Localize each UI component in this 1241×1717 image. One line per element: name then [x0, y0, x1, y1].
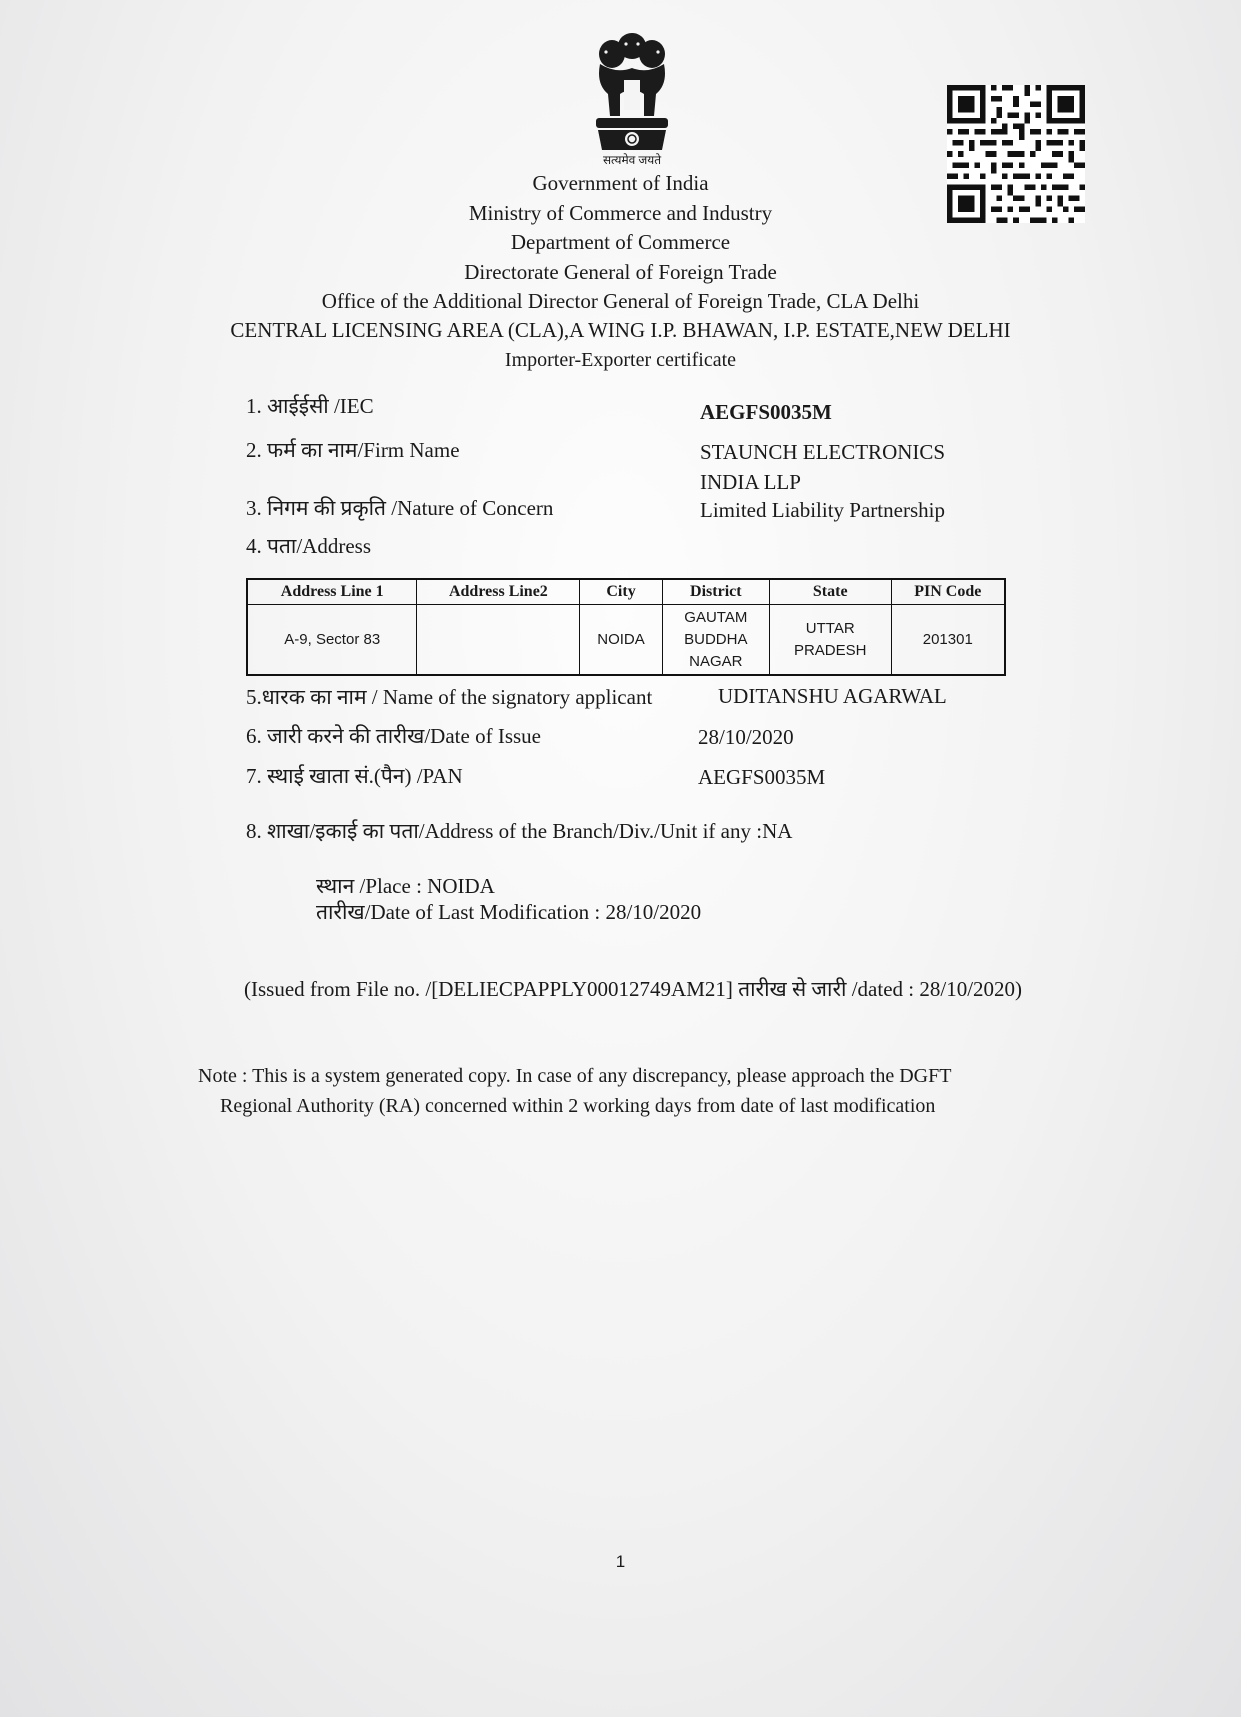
cell-address-line-1: A-9, Sector 83	[247, 605, 417, 676]
district-line: BUDDHA	[684, 630, 748, 648]
district-line: GAUTAM	[684, 608, 748, 626]
issued-from-line: (Issued from File no. /[DELIECPAPPLY00012749AM21] तारीख से जारी /dated : 28/10/2020)	[244, 977, 1023, 1001]
nature-of-concern-value: Limited Liability Partnership	[700, 498, 945, 522]
address-table	[246, 578, 1006, 676]
date-of-issue-label: 6. जारी करने की तारीख/Date of Issue	[246, 724, 541, 748]
table-row	[247, 605, 1005, 676]
state-line: PRADESH	[793, 641, 867, 659]
signatory-value: UDITANSHU AGARWAL	[718, 684, 947, 708]
header-district: District	[662, 579, 769, 605]
header-city: City	[580, 579, 662, 605]
header-address-line-1: Address Line 1	[247, 579, 417, 605]
header-area: CENTRAL LICENSING AREA (CLA),A WING I.P. BHAWAN, I.P. ESTATE,NEW DELHI	[230, 318, 1011, 342]
branch-address-label: 8. शाखा/इकाई का पता/Address of the Branch/Div./Unit if any :NA	[246, 819, 793, 843]
address-label: 4. पता/Address	[246, 534, 371, 558]
header-pin-code: PIN Code	[891, 579, 1005, 605]
header-office: Office of the Additional Director General of Foreign Trade, CLA Delhi	[321, 289, 920, 313]
address-table-header	[247, 579, 1005, 605]
pan-value: AEGFS0035M	[698, 765, 826, 789]
emblem-motto: सत्यमेव जयते	[602, 153, 662, 167]
last-modification-line: तारीख/Date of Last Modification : 28/10/2020	[316, 900, 702, 924]
cell-state	[769, 605, 891, 676]
state-line: UTTAR	[805, 619, 855, 637]
document-title: Importer-Exporter certificate	[504, 349, 737, 371]
iec-value: AEGFS0035M	[700, 400, 832, 424]
header-ministry: Ministry of Commerce and Industry	[468, 201, 773, 225]
firm-name-value-line1: STAUNCH ELECTRONICS	[700, 440, 946, 464]
header-department: Department of Commerce	[510, 230, 731, 254]
cell-pin-code: 201301	[891, 605, 1005, 676]
firm-name-label: 2. फर्म का नाम/Firm Name	[246, 438, 460, 462]
signatory-label: 5.धारक का नाम / Name of the signatory applicant	[246, 685, 653, 709]
ashoka-emblem-icon	[586, 24, 678, 156]
date-of-issue-value: 28/10/2020	[698, 725, 794, 749]
header-government: Government of India	[532, 171, 709, 195]
iec-label: 1. आईईसी /IEC	[246, 394, 374, 418]
firm-name-value-line2: INDIA LLP	[700, 470, 801, 494]
place-line: स्थान /Place : NOIDA	[316, 874, 495, 898]
cell-district	[662, 605, 769, 676]
nature-of-concern-label: 3. निगम की प्रकृति /Nature of Concern	[246, 496, 554, 520]
header-address-line-2: Address Line2	[417, 579, 580, 605]
cell-address-line-2	[417, 605, 580, 676]
note-line-1: Note : This is a system generated copy. In case of any discrepancy, please approach the DGFT	[198, 1065, 952, 1087]
district-line: NAGAR	[689, 652, 743, 670]
page-number: 1	[615, 1552, 626, 1571]
note-line-2: Regional Authority (RA) concerned within 2 working days from date of last modification	[220, 1095, 936, 1117]
header-directorate: Directorate General of Foreign Trade	[464, 260, 777, 284]
pan-label: 7. स्थाई खाता सं.(पैन) /PAN	[246, 764, 463, 788]
header-state: State	[769, 579, 891, 605]
cell-city: NOIDA	[580, 605, 662, 676]
